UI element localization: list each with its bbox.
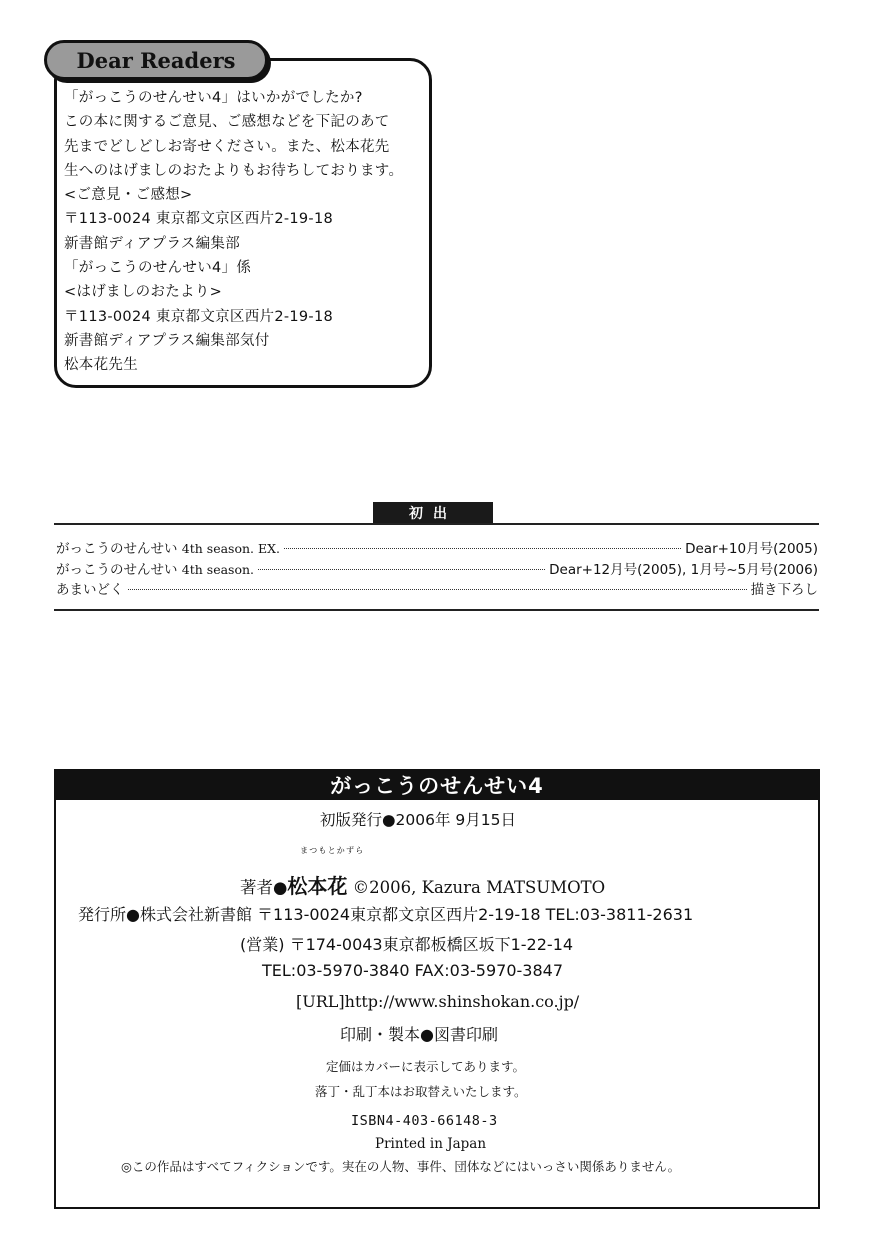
readers-line: 先までどしどしお寄せください。また、松本花先 <box>64 138 390 155</box>
entry-source: Dear+10月号(2005) <box>685 541 818 557</box>
price-note: 定価はカバーに表示してあります。 <box>326 1059 526 1074</box>
author-name: 松本花 <box>287 874 348 898</box>
readers-line: 松本花先生 <box>64 357 138 374</box>
readers-line: この本に関するご意見、ご感想などを下記のあて <box>64 114 390 131</box>
dot-leader <box>128 589 747 590</box>
colophon-title: がっこうのせんせい4 <box>54 769 820 800</box>
entry-title: がっこうのせんせい 4th season. <box>56 561 255 578</box>
readers-line: <はげましのおたより> <box>64 284 223 301</box>
author-line: 著者●松本花 ©2006, Kazura MATSUMOTO <box>240 874 606 898</box>
entry-source: 描き下ろし <box>750 582 818 598</box>
first-appearance-label: 初出 <box>373 502 493 524</box>
first-appearance-entry <box>56 537 818 558</box>
entry-title: がっこうのせんせい 4th season. EX. <box>56 541 280 557</box>
readers-line: 「がっこうのせんせい4」係 <box>64 260 252 277</box>
dear-readers-text <box>64 86 424 378</box>
first-appearance-list <box>56 537 818 599</box>
readers-line: 〒113-0024 東京都文京区西片2-19-18 <box>64 308 334 325</box>
fiction-disclaimer: ◎この作品はすべてフィクションです。実在の人物、事件、団体などにはいっさい関係ありません。 <box>121 1159 681 1174</box>
defect-note: 落丁・乱丁本はお取替えいたします。 <box>315 1084 527 1099</box>
dear-readers-title: Dear Readers <box>44 40 268 80</box>
dot-leader <box>284 548 681 549</box>
readers-line: <ご意見・ご感想> <box>64 187 193 204</box>
sales-address: (営業) 〒174-0043東京都板橋区坂下1-22-14 <box>240 935 574 954</box>
divider-bottom <box>54 609 819 611</box>
readers-line: 新書館ディアプラス編集部 <box>64 235 241 252</box>
first-appearance-entry <box>56 558 818 579</box>
readers-line: 「がっこうのせんせい4」はいかがでしたか? <box>64 90 363 106</box>
first-appearance-entry <box>56 578 818 599</box>
divider-top <box>54 523 819 525</box>
publisher-line: 発行所●株式会社新書館 〒113-0024東京都文京区西片2-19-18 TEL:03-3811-2631 <box>78 905 694 924</box>
isbn: ISBN4-403-66148-3 <box>351 1113 498 1129</box>
readers-line: 新書館ディアプラス編集部気付 <box>64 332 270 349</box>
author-copyright: ©2006, Kazura MATSUMOTO <box>352 878 606 897</box>
first-edition-date: 初版発行●2006年 9月15日 <box>320 811 516 829</box>
entry-title: あまいどく <box>56 582 124 598</box>
dot-leader <box>258 569 545 570</box>
tel-fax: TEL:03-5970-3840 FAX:03-5970-3847 <box>262 961 563 980</box>
entry-source: Dear+12月号(2005), 1月号~5月号(2006) <box>549 561 818 578</box>
readers-line: 生へのはげましのおたよりもお待ちしております。 <box>64 162 404 179</box>
printer-line: 印刷・製本●図書印刷 <box>340 1025 498 1044</box>
publisher-url: [URL]http://www.shinshokan.co.jp/ <box>296 992 580 1011</box>
author-ruby: まつもとかずら <box>300 846 365 855</box>
readers-line: 〒113-0024 東京都文京区西片2-19-18 <box>64 211 334 228</box>
printed-in: Printed in Japan <box>375 1136 487 1152</box>
